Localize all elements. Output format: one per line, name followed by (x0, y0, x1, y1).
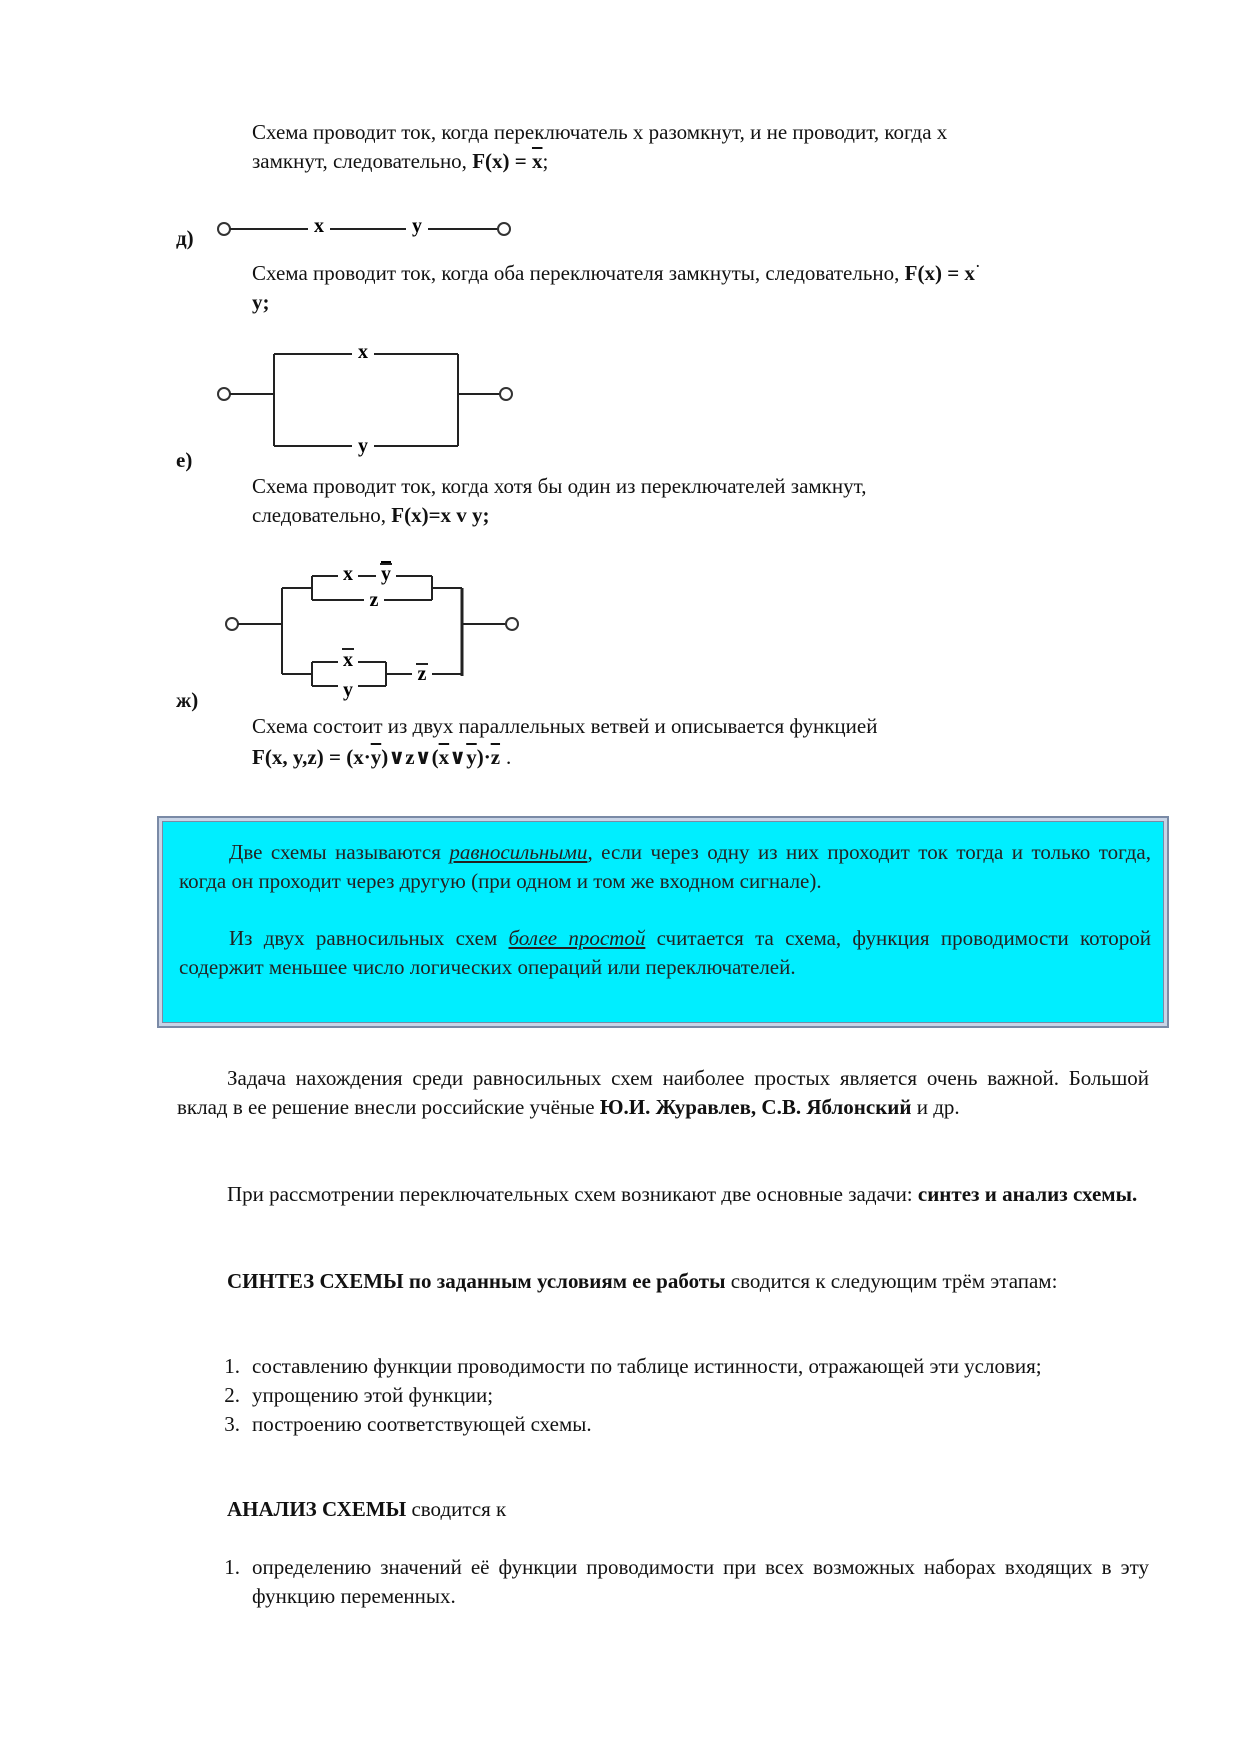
synthesis-steps (224, 1352, 1149, 1439)
analysis-steps (224, 1553, 1149, 1611)
list-item: 1. определению значений её функции проводимости при всех возможных наборах входящих в эту функцию переменных. (224, 1555, 1149, 1608)
d-line-2: y; (252, 290, 270, 314)
zh-top-switch-z: z (369, 589, 379, 611)
synthesis-heading: СИНТЕЗ СХЕМЫ по заданным условиям ее работы (227, 1269, 726, 1293)
synthesis-paragraph: СИНТЕЗ СХЕМЫ по заданным условиям ее работы сводится к следующим трём этапам: (227, 1269, 1058, 1293)
zh-formula: F(x, $y,z) = (x\cdot\overline{y})\vee z\vee(\overline{x}\vee\overline{y})\cdot\overline{z}$ . (252, 745, 512, 769)
e-line-2: следовательно, F(x)=x v y; (252, 503, 490, 527)
d-input-terminal (218, 223, 230, 235)
term-equivalent: равносильными (449, 840, 588, 864)
c-description (252, 118, 1152, 176)
definition-simpler: Из двух равносильных схем более простой считается та схема, функция проводимости которой содержит меньшее число логических операций или переключателей. (179, 926, 1151, 979)
e-line-1: Схема проводит ток, когда хотя бы один из переключателей замкнут, (252, 474, 867, 498)
c-formula-f: F(x) = (472, 149, 532, 173)
zh-bottom-switch-z-neg: z (417, 663, 427, 685)
definition-box (157, 816, 1169, 1028)
definition-equivalent: Две схемы называются равносильными, если через одну из них проходит ток тогда и только тогда, когда он проходит через другую (при одном и том же входном сигнале). (179, 840, 1151, 893)
zh-mixed-circuit (210, 556, 530, 706)
scientist-names: Ю.И. Журавлев, С.В. Яблонский (599, 1095, 912, 1119)
list-item: 3. построению соответствующей схемы. (224, 1412, 592, 1436)
c-line-1: Схема проводит ток, когда переключатель х разомкнут, и не проводит, когда х (252, 120, 948, 144)
d-switch-y: y (412, 215, 422, 237)
zh-line-1: Схема состоит из двух параллельных ветвей и описывается функцией (252, 714, 878, 738)
e-formula: F(x)=x v y; (391, 503, 490, 527)
c-formula-var: $\overline{x}$ (531, 149, 543, 173)
d-line-1: Схема проводит ток, когда оба переключателя замкнуты, следовательно, F(x) = x· (252, 256, 981, 285)
d-switch-x: x (314, 215, 324, 237)
tasks-paragraph: При рассмотрении переключательных схем возникают две основные задачи: синтез и анализ схемы. (227, 1182, 1138, 1206)
zh-label: ж) (176, 688, 199, 712)
analysis-paragraph: АНАЛИЗ СХЕМЫ сводится к (227, 1497, 507, 1521)
d-series-circuit (210, 212, 520, 242)
e-parallel-circuit (210, 340, 520, 460)
list-item: 2. упрощению этой функции; (224, 1383, 494, 1407)
e-switch-y: y (358, 435, 368, 457)
zh-description (252, 712, 1152, 772)
zh-bottom-switch-y: y (343, 679, 353, 701)
d-output-terminal (498, 223, 510, 235)
d-formula: F(x) = x (904, 261, 975, 285)
d-label: д) (176, 226, 194, 250)
term-simpler: более простой (508, 926, 646, 950)
d-description (252, 252, 1152, 317)
zh-bottom-switch-x-neg: x (343, 649, 353, 671)
e-label: е) (176, 448, 193, 472)
e-description (252, 472, 1152, 530)
zh-output-terminal (506, 618, 518, 630)
analysis-heading: АНАЛИЗ СХЕМЫ (227, 1497, 407, 1521)
zh-input-terminal (226, 618, 238, 630)
zh-top-switch-y-neg: y (381, 563, 391, 585)
task-paragraph: Задача нахождения среди равносильных схем наиболее простых является очень важной. Большой вклад в ее решение внесли российские учёные Ю.И. Журавлев, С.В. Яблонский и др. (177, 1066, 1149, 1119)
e-input-terminal (218, 388, 230, 400)
zh-top-switch-x: x (343, 563, 353, 585)
list-item: 1. составлению функции проводимости по таблице истинности, отражающей эти условия; (224, 1354, 1042, 1378)
e-switch-x: x (358, 341, 368, 363)
c-line-2: замкнут, следовательно, $F(x) = \overline{x}$; (252, 149, 549, 173)
e-output-terminal (500, 388, 512, 400)
